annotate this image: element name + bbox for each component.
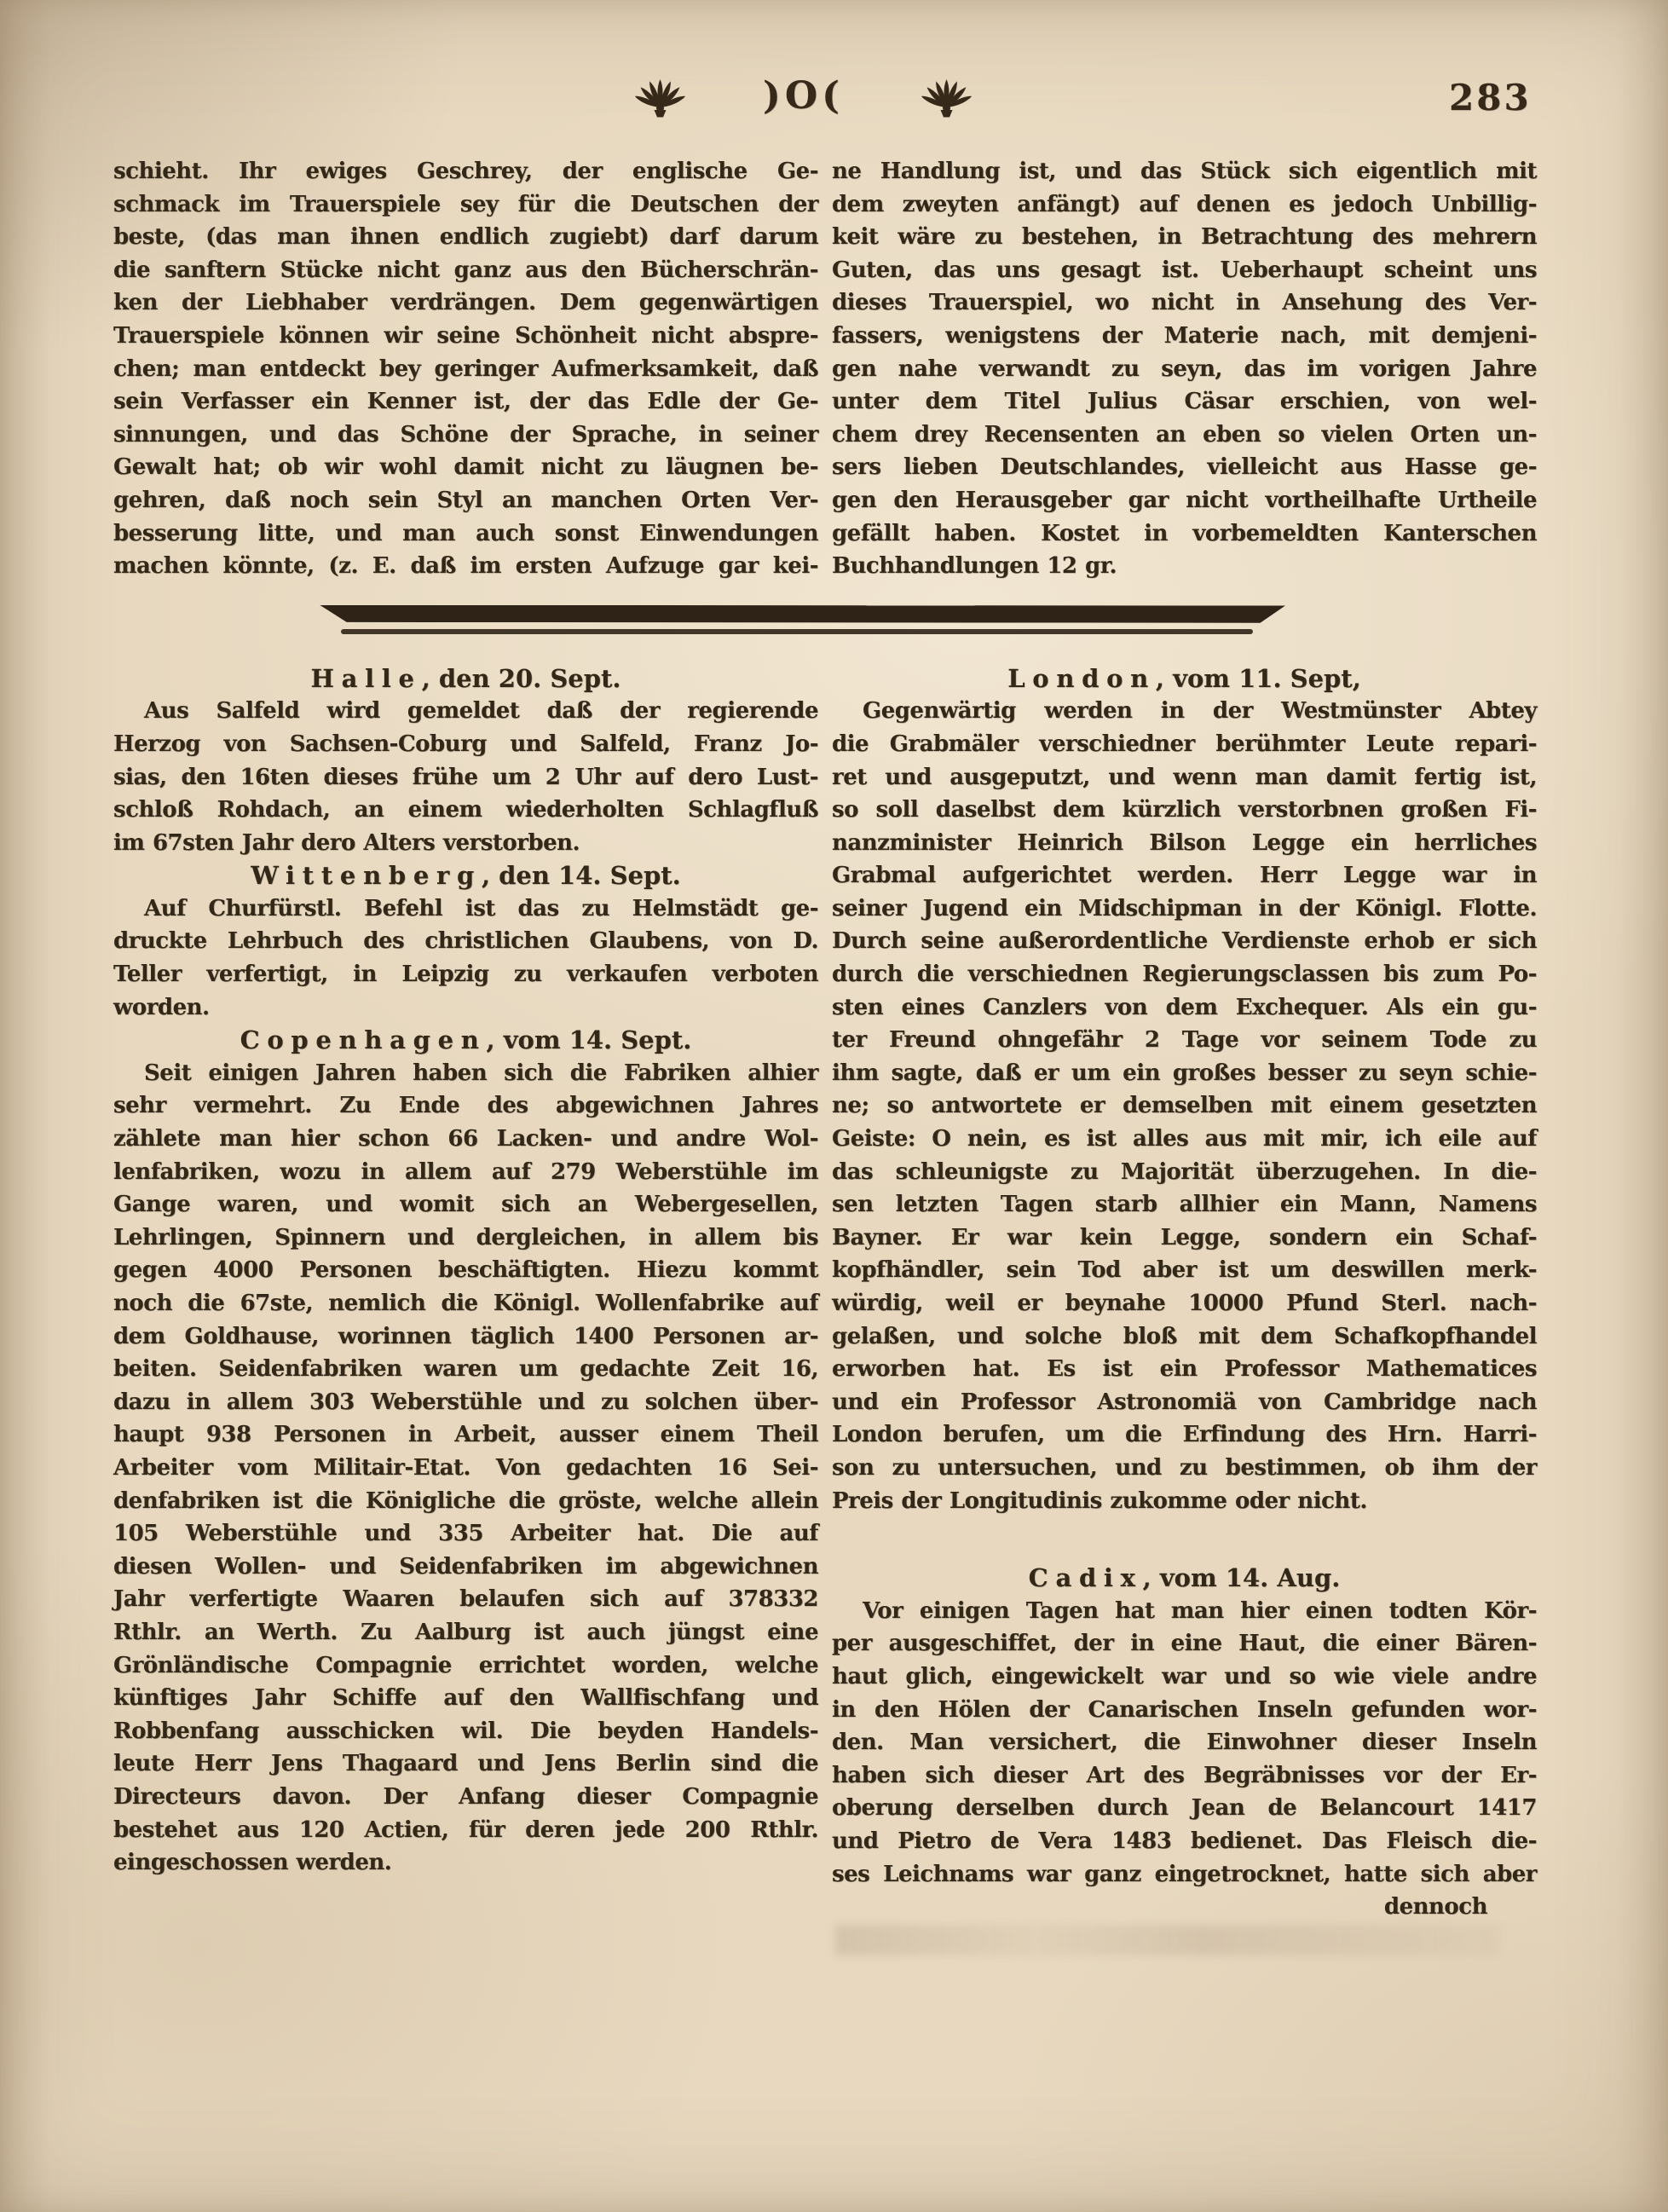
page-number: 283 xyxy=(1449,77,1532,118)
text-line: gelaßen, und solche bloß mit dem Schafkopfhandel xyxy=(832,1323,1537,1349)
text-line: London berufen, um die Erfindung des Hrn. Harri- xyxy=(832,1422,1537,1448)
dateline-date: , vom 14. Sept. xyxy=(486,1025,692,1055)
dateline-cadix xyxy=(832,1562,1537,1595)
text-line: im 67sten Jahr dero Alters verstorben. xyxy=(113,829,580,856)
dateline-halle xyxy=(113,662,818,696)
text-line: Grabmal aufgerichtet werden. Herr Legge war in xyxy=(832,863,1537,889)
page-header xyxy=(0,0,1668,155)
text-line: kopfhändler, sein Tod aber ist um deswillen merk- xyxy=(832,1257,1537,1284)
text-line: so soll daselbst dem kürzlich verstorbnen großen Fi- xyxy=(832,797,1537,823)
text-line: 105 Weberstühle und 335 Arbeiter hat. Die auf xyxy=(113,1521,818,1547)
text-line: noch die 67ste, nemlich die Königl. Wollenfabrike auf xyxy=(113,1291,818,1316)
dateline-city: Copenhagen xyxy=(240,1025,487,1055)
text-line: ses Leichnams war ganz eingetrocknet, hatte sich aber xyxy=(832,1861,1537,1887)
text-line: gen nahe verwandt zu seyn, das im vorigen Jahre xyxy=(832,355,1537,382)
shell-ornament-icon xyxy=(635,75,684,118)
ink-bleed-smudge xyxy=(835,1925,1500,1955)
text-line: Gegenwärtig werden in der Westmünster Abtey xyxy=(863,698,1537,725)
text-line: sias, den 16ten dieses frühe um 2 Uhr auf dero Lust- xyxy=(113,764,818,790)
text-line: keit wäre zu bestehen, in Betrachtung des mehrern xyxy=(832,224,1537,251)
text-line: durch die verschiednen Regierungsclassen bis zum Po- xyxy=(832,962,1537,988)
text-line: Gange waren, und womit sich an Webergesellen, xyxy=(113,1192,818,1218)
text-line: Rthlr. an Werth. Zu Aalburg ist auch jüngst eine xyxy=(113,1619,818,1645)
text-line: leute Herr Jens Thagaard und Jens Berlin sind die xyxy=(113,1751,818,1777)
text-line: diesen Wollen- und Seidenfabriken im abgewichnen xyxy=(113,1553,818,1580)
text-line: beiten. Seidenfabriken waren um gedachte Zeit 16, xyxy=(113,1356,818,1383)
text-line: dazu in allem 303 Weberstühle und zu solchen über- xyxy=(113,1389,818,1415)
text-line: Aus Salfeld wird gemeldet daß der regierende xyxy=(144,698,818,725)
text-line: unter dem Titel Julius Cäsar erschien, von wel- xyxy=(832,389,1537,415)
catchword: dennoch xyxy=(1383,1894,1487,1920)
dateline-london xyxy=(832,662,1537,696)
text-line: Geiste: O nein, es ist alles aus mit mir, ich eile auf xyxy=(832,1126,1537,1152)
text-line: und Pietro de Vera 1483 bedienet. Das Fleisch die- xyxy=(832,1828,1537,1854)
dateline-city: Halle xyxy=(310,663,422,693)
text-line: die Grabmäler verschiedner berühmter Leute repari- xyxy=(832,731,1537,757)
text-line: ne Handlung ist, und das Stück sich eigentlich mit xyxy=(832,159,1537,184)
dateline-date: , vom 14. Aug. xyxy=(1142,1563,1341,1593)
text-line: Guten, das uns gesagt ist. Ueberhaupt scheint uns xyxy=(832,257,1537,283)
text-line: eingeschossen werden. xyxy=(113,1850,392,1876)
text-line: erworben hat. Es ist ein Professor Mathematices xyxy=(832,1356,1537,1383)
text-line: Gewalt hat; ob wir wohl damit nicht zu läugnen be- xyxy=(113,454,818,481)
divider-thin-rule xyxy=(341,629,1253,634)
text-line: ken der Liebhaber verdrängen. Dem gegenwärtigen xyxy=(113,290,818,316)
header-ornaments xyxy=(635,75,972,118)
text-line: druckte Lehrbuch des christlichen Glaubens, von D. xyxy=(113,928,818,955)
text-line: Auf Churfürstl. Befehl ist das zu Helmstädt ge- xyxy=(144,895,818,921)
news-sections xyxy=(0,662,1668,1924)
text-line: ihm sagte, daß er um ein großes besser zu seyn schie- xyxy=(832,1060,1537,1086)
text-line: haut glich, eingewickelt war und so wie viele andre xyxy=(832,1663,1537,1689)
text-line: worden. xyxy=(113,994,210,1020)
divider-thick-rule xyxy=(320,605,1285,623)
text-line: sen letzten Tagen starb allhier ein Mann, Namens xyxy=(832,1192,1537,1218)
right-column-top xyxy=(832,155,1537,583)
text-line: sinnungen, und das Schöne der Sprache, in seiner xyxy=(113,421,818,448)
text-line: Grönländische Compagnie errichtet worden, welche xyxy=(113,1652,818,1678)
text-line: sten eines Canzlers von dem Exchequer. Als ein gu- xyxy=(832,994,1537,1020)
dateline-city: Wittenberg xyxy=(251,861,482,891)
text-line: Bayner. Er war kein Legge, sondern ein Schaf- xyxy=(832,1224,1537,1250)
dateline-city: London xyxy=(1007,663,1156,693)
text-line: haben sich dieser Art des Begräbnisses vor der Er- xyxy=(832,1762,1537,1788)
text-line: ne; so antwortete er demselben mit einem gesetzten xyxy=(832,1093,1537,1119)
right-column-bottom xyxy=(832,662,1537,1924)
london-article xyxy=(832,695,1537,1517)
text-line: ret und ausgeputzt, und wenn man damit fertig ist, xyxy=(832,764,1537,790)
text-line: beste, (das man ihnen endlich zugiebt) darf darum xyxy=(113,224,818,251)
text-line: machen könnte, (z. E. daß im ersten Aufzuge gar kei- xyxy=(113,553,818,580)
text-line: Lehrlingen, Spinnern und dergleichen, in allem bis xyxy=(113,1224,818,1250)
left-column-bottom xyxy=(113,662,818,1924)
text-line: die sanftern Stücke nicht ganz aus den Bücherschrän- xyxy=(113,257,818,283)
text-line: schieht. Ihr ewiges Geschrey, der englische Ge- xyxy=(113,159,818,184)
text-line: son zu untersuchen, und zu bestimmen, ob ihm der xyxy=(832,1454,1537,1481)
text-line: Vor einigen Tagen hat man hier einen todten Kör- xyxy=(863,1597,1537,1624)
text-line: nanzminister Heinrich Bilson Legge ein herrliches xyxy=(832,829,1537,856)
text-line: bestehet aus 120 Actien, für deren jede 200 Rthlr. xyxy=(113,1816,818,1843)
text-line: dieses Trauerspiel, wo nicht in Ansehung des Ver- xyxy=(832,290,1537,316)
text-line: chem drey Recensenten an eben so vielen Orten un- xyxy=(832,421,1537,448)
wittenberg-article xyxy=(113,892,818,1024)
text-line: Durch seine außerordentliche Verdienste erhob er sich xyxy=(832,928,1537,955)
text-line: Seit einigen Jahren haben sich die Fabriken alhier xyxy=(144,1060,818,1086)
text-line: Arbeiter vom Militair-Etat. Von gedachten 16 Sei- xyxy=(113,1454,818,1481)
text-line: Robbenfang ausschicken wil. Die beyden Handels- xyxy=(113,1718,818,1744)
copenhagen-article xyxy=(113,1057,818,1880)
text-line: Teller verfertigt, in Leipzig zu verkaufen verboten xyxy=(113,962,818,988)
text-line: dem Goldhause, worinnen täglich 1400 Personen ar- xyxy=(113,1323,818,1349)
dateline-date: , vom 11. Sept, xyxy=(1155,663,1361,693)
text-line: den. Man versichert, die Einwohner dieser Inseln xyxy=(832,1730,1537,1756)
text-line: schmack im Trauerspiele sey für die Deutschen der xyxy=(113,191,818,217)
dateline-copenhagen xyxy=(113,1024,818,1057)
continuation-block xyxy=(0,155,1668,583)
text-line: oberung derselben durch Jean de Belancourt 1417 xyxy=(832,1795,1537,1822)
text-line: würdig, weil er beynahe 10000 Pfund Sterl. nach- xyxy=(832,1291,1537,1316)
dateline-date: , den 14. Sept. xyxy=(481,861,681,891)
text-line: das schleunigste zu Majorität überzugehen. In die- xyxy=(832,1158,1537,1185)
text-line: seiner Jugend ein Midschipman in der Königl. Flotte. xyxy=(832,895,1537,921)
text-line: besserung litte, und man auch sonst Einwendungen xyxy=(113,520,818,546)
text-line: dem zweyten anfängt) auf denen es jedoch Unbillig- xyxy=(832,191,1537,217)
dateline-city: Cadix xyxy=(1028,1563,1143,1593)
cadix-article xyxy=(832,1595,1537,1891)
text-line: sers lieben Deutschlandes, vielleicht aus Hasse ge- xyxy=(832,454,1537,481)
text-line: Directeurs davon. Der Anfang dieser Compagnie xyxy=(113,1783,818,1810)
text-line: Jahr verfertigte Waaren belaufen sich auf 378332 xyxy=(113,1586,818,1613)
text-line: Preis der Longitudinis zukomme oder nicht. xyxy=(832,1487,1367,1514)
shell-ornament-icon xyxy=(922,75,972,118)
text-line: und ein Professor Astronomiä von Cambridge nach xyxy=(832,1389,1537,1415)
text-line: sehr vermehrt. Zu Ende des abgewichnen Jahres xyxy=(113,1093,818,1119)
text-line: lenfabriken, wozu in allem auf 279 Weberstühle im xyxy=(113,1158,818,1185)
text-line: fassers, wenigstens der Materie nach, mit demjeni- xyxy=(832,322,1537,349)
text-line: denfabriken ist die Königliche die gröste, welche allein xyxy=(113,1487,818,1514)
text-line: ter Freund ohngefähr 2 Tage vor seinem Tode zu xyxy=(832,1027,1537,1054)
text-line: Herzog von Sachsen-Coburg und Salfeld, Franz Jo- xyxy=(113,731,818,757)
text-line: chen; man entdeckt bey geringer Aufmerksamkeit, daß xyxy=(113,355,818,382)
text-line: haupt 938 Personen in Arbeit, ausser einem Theil xyxy=(113,1422,818,1448)
dateline-wittenberg xyxy=(113,859,818,892)
text-line: Trauerspiele können wir seine Schönheit nicht abspre- xyxy=(113,322,818,349)
text-line: künftiges Jahr Schiffe auf den Wallfischfang und xyxy=(113,1685,818,1712)
left-column-top xyxy=(113,155,818,583)
text-line: schloß Rohdach, an einem wiederholten Schlagfluß xyxy=(113,797,818,823)
text-line: gegen 4000 Personen beschäftigten. Hiezu kommt xyxy=(113,1257,818,1284)
text-line: gehren, daß noch sein Styl an manchen Orten Ver- xyxy=(113,487,818,513)
text-line: zählete man hier schon 66 Lacken- und andre Wol- xyxy=(113,1126,818,1152)
text-line: sein Verfasser ein Kenner ist, der das Edle der Ge- xyxy=(113,389,818,415)
halle-article xyxy=(113,695,818,859)
section-divider xyxy=(0,605,1668,634)
text-line: per ausgeschiffet, der in eine Haut, die einer Bären- xyxy=(832,1631,1537,1657)
text-line: Buchhandlungen 12 gr. xyxy=(832,553,1117,580)
text-line: in den Hölen der Canarischen Inseln gefunden wor- xyxy=(832,1696,1537,1723)
text-line: gefällt haben. Kostet in vorbemeldten Kanterschen xyxy=(832,520,1537,546)
separator-ornament: )O( xyxy=(763,74,844,118)
dateline-date: , den 20. Sept. xyxy=(421,663,621,693)
text-line: gen den Herausgeber gar nicht vortheilhafte Urtheile xyxy=(832,487,1537,513)
